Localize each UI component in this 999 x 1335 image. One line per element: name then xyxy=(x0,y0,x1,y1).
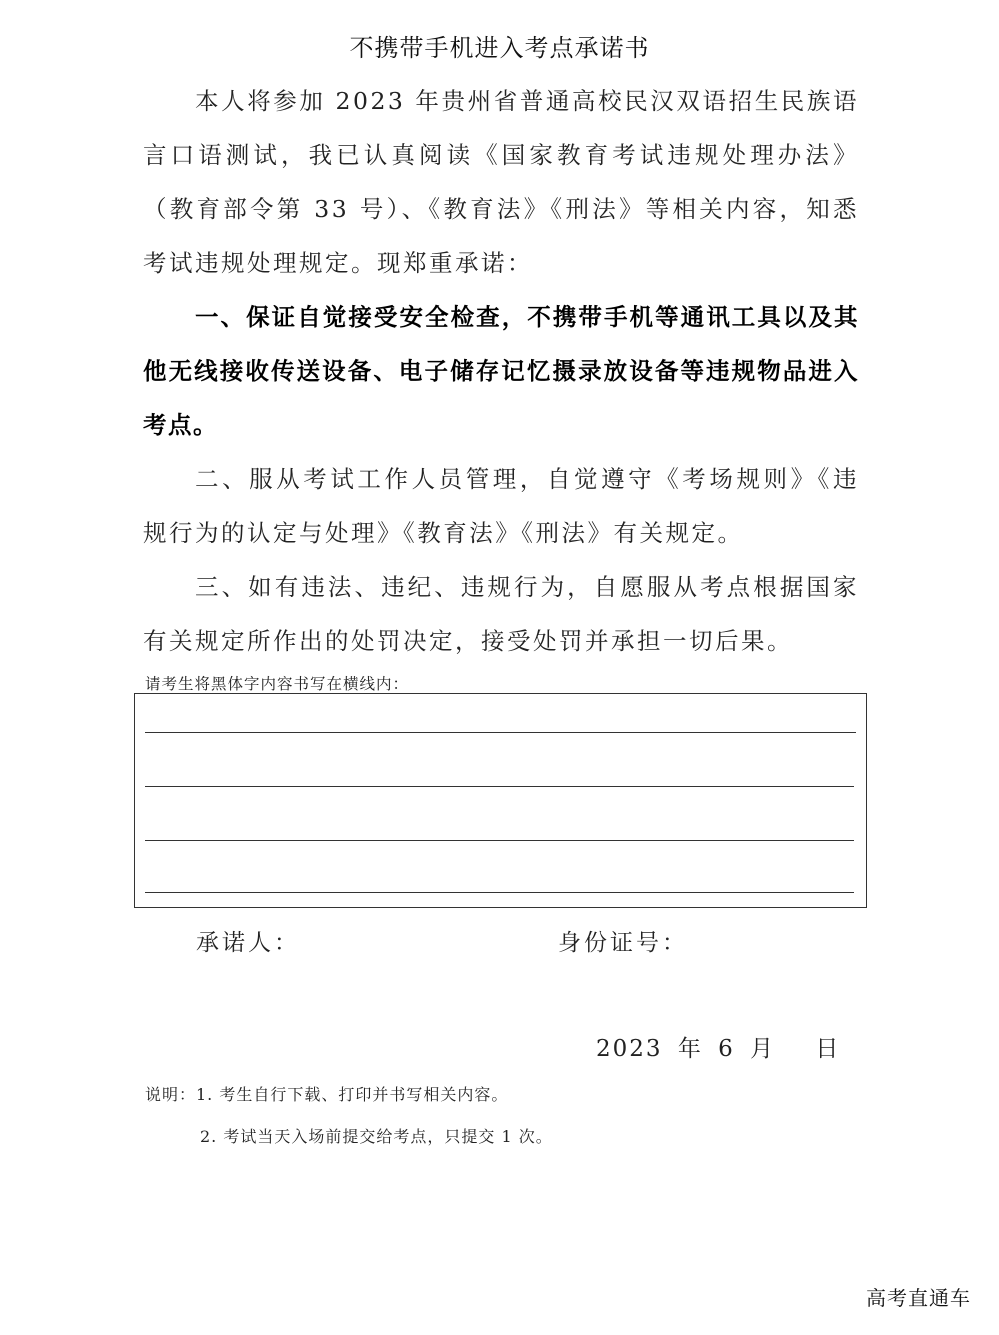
writing-line[interactable] xyxy=(145,840,854,841)
pledge-item-2: 二、服从考试工作人员管理，自觉遵守《考场规则》《违规行为的认定与处理》《教育法》《刑法》有关规定。 xyxy=(143,465,859,547)
writing-line[interactable] xyxy=(145,892,854,893)
pledge-item-3: 三、如有违法、违纪、违规行为，自愿服从考点根据国家有关规定所作出的处罚决定，接受处罚并承担一切后果。 xyxy=(143,573,859,655)
watermark: 高考直通车 xyxy=(866,1286,971,1310)
promisor-label: 承诺人： xyxy=(196,930,300,956)
writing-line[interactable] xyxy=(145,732,856,733)
handwriting-box[interactable] xyxy=(134,693,867,908)
id-number-label: 身份证号： xyxy=(558,930,688,956)
note-2: 2. 考试当天入场前提交给考点，只提交 1 次。 xyxy=(200,1127,553,1146)
date-line: 2023 年 6 月 日 xyxy=(596,1036,841,1062)
intro-paragraph: 本人将参加 2023 年贵州省普通高校民汉双语招生民族语言口语测试，我已认真阅读《国家教育考试违规处理办法》（教育部令第 33 号）、《教育法》《刑法》等相关内容，知悉考试违规处理规定。现郑重承诺： xyxy=(143,87,859,277)
pledge-item-1: 一、保证自觉接受安全检查，不携带手机等通讯工具以及其他无线接收传送设备、电子储存记忆摄录放设备等违规物品进入考点。 xyxy=(143,303,859,439)
note-1: 说明：1. 考生自行下载、打印并书写相关内容。 xyxy=(145,1085,509,1104)
document-title: 不携带手机进入考点承诺书 xyxy=(349,34,650,62)
writing-line[interactable] xyxy=(145,786,854,787)
handwriting-hint: 请考生将黑体字内容书写在横线内： xyxy=(145,675,410,693)
